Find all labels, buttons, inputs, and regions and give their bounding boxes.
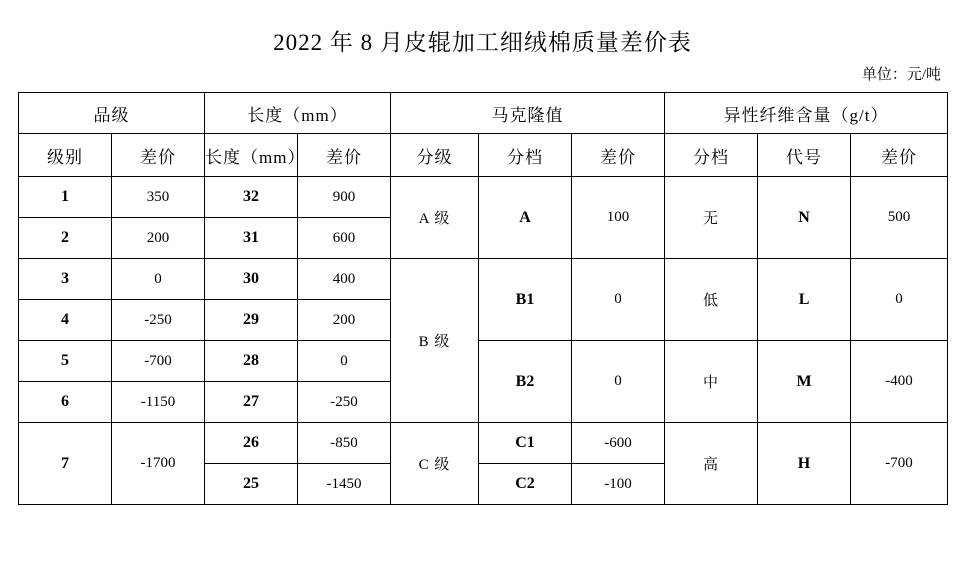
foreign-diff-n: 500 (851, 177, 948, 259)
sub-header-foreign-code: 代号 (758, 134, 851, 177)
foreign-code-l: L (758, 259, 851, 341)
sub-header-length-diff: 差价 (298, 134, 391, 177)
grade-level: 4 (19, 300, 112, 341)
table-row (19, 423, 948, 464)
micronaire-class-b: B 级 (391, 259, 479, 423)
length-value: 31 (205, 218, 298, 259)
table-row (19, 177, 948, 218)
foreign-band-high: 高 (665, 423, 758, 505)
sub-header-micronaire-band: 分档 (479, 134, 572, 177)
sub-header-foreign-band: 分档 (665, 134, 758, 177)
micronaire-diff-b2: 0 (572, 341, 665, 423)
sub-header-level: 级别 (19, 134, 112, 177)
foreign-band-low: 低 (665, 259, 758, 341)
foreign-diff-h: -700 (851, 423, 948, 505)
grade-diff: 350 (112, 177, 205, 218)
grade-level: 2 (19, 218, 112, 259)
micronaire-band-a: A (479, 177, 572, 259)
micronaire-diff-a: 100 (572, 177, 665, 259)
group-header-length: 长度（mm） (205, 93, 391, 134)
micronaire-band-c2: C2 (479, 464, 572, 505)
length-diff: 600 (298, 218, 391, 259)
foreign-band-mid: 中 (665, 341, 758, 423)
length-diff: 900 (298, 177, 391, 218)
length-value: 26 (205, 423, 298, 464)
micronaire-diff-b1: 0 (572, 259, 665, 341)
micronaire-band-b1: B1 (479, 259, 572, 341)
micronaire-diff-c2: -100 (572, 464, 665, 505)
sub-header-foreign-diff: 差价 (851, 134, 948, 177)
grade-level: 7 (19, 423, 112, 505)
grade-diff: 200 (112, 218, 205, 259)
foreign-code-m: M (758, 341, 851, 423)
group-header-micronaire: 马克隆值 (391, 93, 665, 134)
grade-diff: -1700 (112, 423, 205, 505)
foreign-code-h: H (758, 423, 851, 505)
grade-level: 5 (19, 341, 112, 382)
grade-diff: -700 (112, 341, 205, 382)
sub-header-grade-diff: 差价 (112, 134, 205, 177)
length-value: 28 (205, 341, 298, 382)
length-diff: -850 (298, 423, 391, 464)
sub-header-micronaire-class: 分级 (391, 134, 479, 177)
table-row (19, 259, 948, 300)
length-diff: 0 (298, 341, 391, 382)
sub-header-length: 长度（mm） (205, 134, 298, 177)
length-value: 27 (205, 382, 298, 423)
grade-level: 1 (19, 177, 112, 218)
grade-diff: -1150 (112, 382, 205, 423)
foreign-diff-l: 0 (851, 259, 948, 341)
foreign-diff-m: -400 (851, 341, 948, 423)
sub-header-micronaire-diff: 差价 (572, 134, 665, 177)
group-header-foreign-fiber: 异性纤维含量（g/t） (665, 93, 948, 134)
length-value: 25 (205, 464, 298, 505)
unit-note: 单位：元/吨 (861, 67, 941, 83)
micronaire-class-a: A 级 (391, 177, 479, 259)
grade-diff: 0 (112, 259, 205, 300)
length-diff: 400 (298, 259, 391, 300)
grade-diff: -250 (112, 300, 205, 341)
micronaire-diff-c1: -600 (572, 423, 665, 464)
foreign-band-none: 无 (665, 177, 758, 259)
grade-level: 6 (19, 382, 112, 423)
length-value: 32 (205, 177, 298, 218)
group-header-grade: 品级 (19, 93, 205, 134)
foreign-code-n: N (758, 177, 851, 259)
micronaire-band-c1: C1 (479, 423, 572, 464)
length-diff: -1450 (298, 464, 391, 505)
page-title: 2022 年 8 月皮辊加工细绒棉质量差价表 (273, 30, 692, 55)
length-diff: -250 (298, 382, 391, 423)
micronaire-band-b2: B2 (479, 341, 572, 423)
length-value: 30 (205, 259, 298, 300)
quality-price-table (18, 92, 948, 505)
table-group-header-row (19, 93, 948, 134)
length-value: 29 (205, 300, 298, 341)
table-sub-header-row (19, 134, 948, 177)
length-diff: 200 (298, 300, 391, 341)
micronaire-class-c: C 级 (391, 423, 479, 505)
grade-level: 3 (19, 259, 112, 300)
table-row (19, 341, 948, 382)
